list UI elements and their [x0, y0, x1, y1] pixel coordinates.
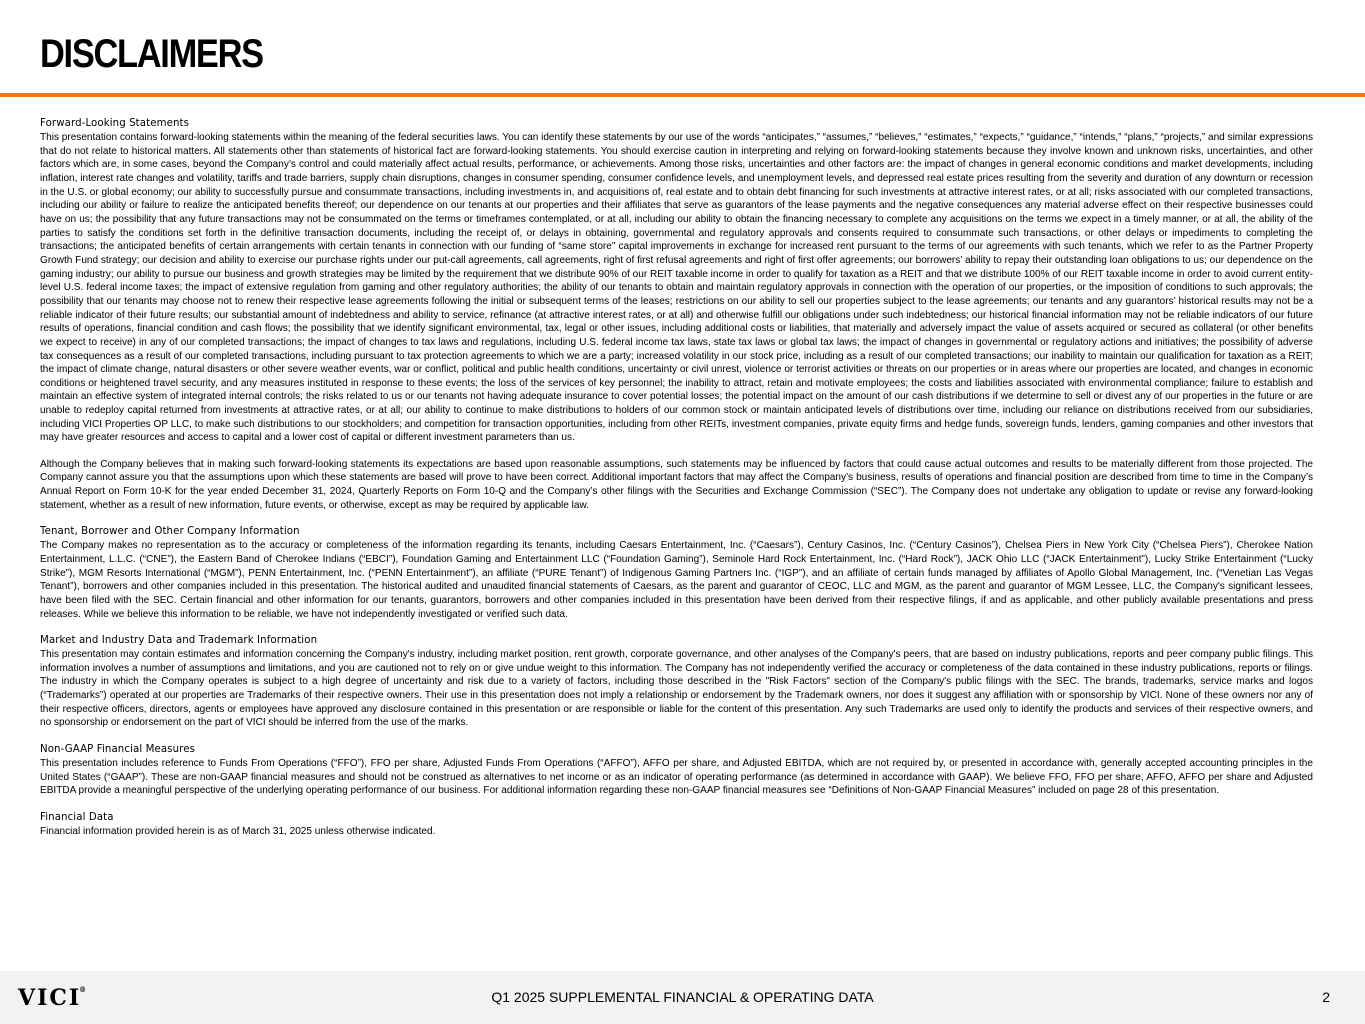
footer-document-title: Q1 2025 SUPPLEMENTAL FINANCIAL & OPERATING DATA: [491, 989, 874, 1005]
section-body: [40, 757, 1313, 798]
section-paragraph: This presentation contains forward-looking statements within the meaning of the federal securities laws. You can identify these statements by our use of the words “anticipates,” “assumes,” “believes,” “estimates,” “expects,” “guidance,” “intends,” “plans,” “projects,” and similar expressions that do not relate to historical matters. All statements other than statements of historical fact are forward-looking statements. You should exercise caution in interpreting and relying on forward-looking statements because they involve known and unknown risks, uncertainties, and other factors which are, in some cases, beyond the Company’s control and could materially affect actual results, performance, or achievements. Among those risks, uncertainties and other factors are: the impact of changes in general economic conditions and market developments, including inflation, interest rate changes and volatility, tariffs and trade barriers, supply chain disruptions, changes in consumer spending, consumer confidence levels, and unemployment levels, and depressed real estate prices resulting from the severity and duration of any downturn or recession in the U.S. or global economy; our ability to successfully pursue and consummate transactions, including investments in, and acquisitions of, real estate and to obtain debt financing for such investments at attractive interest rates, or at all; risks associated with our completed transactions, including our ability or failure to realize the anticipated benefits thereof; our dependence on our tenants at our properties and their affiliates that serve as guarantors of the lease payments and the negative consequences any material adverse effect on their respective businesses could have on us; the possibility that any future transactions may not be consummated on the terms or timeframes contemplated, or at all, including our ability to obtain the financing necessary to complete any acquisitions on the terms we expect in a timely manner, or at all, the ability of the parties to satisfy the conditions set forth in the definitive transaction documents, including the receipt of, or delays in obtaining, governmental and regulatory approvals and consents required to consummate such transactions, or other delays or impediments to completing the transactions; the anticipated benefits of certain arrangements with certain tenants in connection with our funding of “same store” capital improvements in exchange for increased rent pursuant to the terms of our agreements with such tenants, which we refer to as the Partner Property Growth Fund strategy; our decision and ability to exercise our purchase rights under our put-call agreements, call agreements, right of first refusal agreements and right of first offer agreements; our borrowers’ ability to repay their outstanding loan obligations to us; our dependence on the gaming industry; our ability to pursue our business and growth strategies may be limited by the requirement that we distribute 90% of our REIT taxable income in order to qualify for taxation as a REIT and that we distribute 100% of our REIT taxable income in order to avoid current entity-level U.S. federal income taxes; the impact of extensive regulation from gaming and other regulatory authorities; the ability of our tenants to obtain and maintain regulatory approvals in connection with the operation of our properties, or the imposition of conditions to such approvals; the possibility that our tenants may choose not to renew their respective lease agreements following the initial or subsequent terms of the leases; restrictions on our ability to sell our properties subject to the lease agreements; our tenants and any guarantors’ historical results may not be a reliable indicator of their future results; our substantial amount of indebtedness and ability to service, refinance (at attractive interest rates, or at all) and otherwise fulfill our obligations under such indebtedness; our historical financial information may not be reliable indicators of our future results of operations, financial condition and cash flows; the possibility that we identify significant environmental, tax, legal or other issues, including additional costs or liabilities, that materially and adversely impact the value of assets acquired or secured as collateral (or other benefits we expect to receive) in any of our completed transactions; the impact of changes to tax laws and regulations, including U.S. federal income tax laws, state tax laws or global tax laws; the impact of changes in governmental or regulatory actions and initiatives; the possibility of adverse tax consequences as a result of our completed transactions, including pursuant to tax protection agreements to which we are a party; increased volatility in our stock price, including as a result of our completed transactions; our inability to maintain our qualification for taxation as a REIT; the impact of climate change, natural disasters or other severe weather events, war or conflict, political and public health conditions, uncertainty or civil unrest, violence or terrorist activities or threats on our properties or in areas where our properties are located, and changes in economic conditions or heightened travel security, and any measures instituted in response to these events; the loss of the services of key personnel; the inability to attract, retain and motivate employees; the costs and liabilities associated with environmental compliance; failure to establish and maintain an effective system of integrated internal controls; the risks related to us or our tenants not having adequate insurance to cover potential losses; the potential impact on the amount of our cash distributions if we determine to sell or divest any of our properties in the future or are unable to redeploy capital returned from investments at attractive rates, or at all; our ability to continue to make distributions to holders of our common stock or maintain anticipated levels of distributions over time, including our reliance on distributions received from our subsidiaries, including VICI Properties OP LLC, to make such distributions to our stockholders; and competition for transaction opportunities, including from other REITs, investment companies, private equity firms and hedge funds, sovereign funds, lenders, gaming companies and other investors that may have greater resources and access to capital and a lower cost of capital or different investment parameters than us.: [40, 132, 1313, 444]
section-paragraph: This presentation includes reference to Funds From Operations (“FFO”), FFO per share, Adjusted Funds From Operations (“AFFO”), AFFO per share, and Adjusted EBITDA, which are not required by, or presented in accordance with, generally accepted accounting principles in the United States (“GAAP”). These are non-GAAP financial measures and should not be construed as alternatives to net income or as an indicator of operating performance (as determined in accordance with GAAP). We believe FFO, FFO per share, AFFO, AFFO per share and Adjusted EBITDA provide a meaningful perspective of the underlying operating performance of our business. For additional information regarding these non-GAAP financial measures see “Definitions of Non-GAAP Financial Measures” included on page 28 of this presentation.: [40, 758, 1313, 797]
section-heading: Forward-Looking Statements: [40, 118, 190, 129]
registered-mark: ®: [79, 985, 89, 994]
section-non-gaap-measures: [40, 742, 1313, 798]
section-market-industry-data: [40, 633, 1313, 730]
section-paragraph: The Company makes no representation as to the accuracy or completeness of the information regarding its tenants, including Caesars Entertainment, Inc. (“Caesars”), Century Casinos, Inc. (“Century Casinos”), Chelsea Piers in New York City (“Chelsea Piers”), Cherokee Nation Entertainment, L.L.C. (“CNE”), the Eastern Band of Cherokee Indians (“EBCI”), Foundation Gaming and Entertainment LLC (“Foundation Gaming”), Seminole Hard Rock Entertainment, Inc. (“Hard Rock”), JACK Ohio LLC (“JACK Entertainment”), Lucky Strike Entertainment (“Lucky Strike”), MGM Resorts International (“MGM”), PENN Entertainment, Inc. (“PENN Entertainment”), an affiliate (“PURE Tenant”) of Indigenous Gaming Partners Inc. (“IGP”), and an affiliate of certain funds managed by affiliates of Apollo Global Management, Inc. (“Venetian Las Vegas Tenant”), borrowers and other companies included in this presentation. The historical audited and unaudited financial statements of Caesars, as the parent and guarantor of CEOC, LLC and MGM, as the parent and guarantor of MGM Lessee, LLC, the Company's significant lessees, have been filed with the SEC. Certain financial and other information for our tenants, guarantors, borrowers and other companies included in this presentation have been derived from their respective filings, if and as applicable, and other publicly available presentations and press releases. While we believe this information to be reliable, we have not independently investigated or verified such data.: [40, 540, 1313, 620]
section-body: [40, 539, 1313, 621]
section-heading: Non-GAAP Financial Measures: [40, 744, 196, 756]
section-paragraph: This presentation may contain estimates and information concerning the Company's industry, including market position, rent growth, corporate governance, and other analyses of the Company's peers, that are based on industry publications, reports and peer company public filings. This information involves a number of assumptions and limitations, and you are cautioned not to rely on or give undue weight to this information. The Company has not independently verified the accuracy or completeness of the data contained in these industry publications, reports or filings. The industry in which the Company operates is subject to a high degree of uncertainty and risk due to a variety of factors, including those described in the "Risk Factors" section of the Company's public filings with the SEC. The brands, trademarks, service marks and logos (“Trademarks”) operated at our properties are Trademarks of their respective owners. Their use in this presentation does not imply a relationship or endorsement by the Trademark owners, nor does it suggest any affiliation with or sponsorship by VICI. None of these owners nor any of their respective officers, directors, agents or employees have approved any disclosure contained in this presentation or are responsible or liable for the content of this presentation. Any such Trademarks are used only to identify the products and services of their respective owners, and no sponsorship or endorsement on the part of VICI should be inferred from the use of the marks.: [40, 649, 1313, 729]
section-paragraph: Although the Company believes that in making such forward-looking statements its expectations are based upon reasonable assumptions, such statements may be influenced by factors that could cause actual outcomes and results to be materially different from those projected. The Company cannot assure you that the assumptions upon which these statements are based will prove to have been correct. Additional important factors that may affect the Company’s business, results of operations and financial position are described from time to time in the Company’s Annual Report on Form 10-K for the year ended December 31, 2024, Quarterly Reports on Form 10-Q and the Company’s other filings with the Securities and Exchange Commission (“SEC”). The Company does not undertake any obligation to update or revise any forward-looking statement, whether as a result of new information, future events, or otherwise, except as may be required by applicable law.: [40, 458, 1313, 511]
disclaimer-content: [40, 116, 1313, 851]
page-footer: [0, 971, 1365, 1024]
section-forward-looking-statements: [40, 116, 1313, 512]
section-body: [40, 648, 1313, 730]
section-heading: Market and Industry Data and Trademark Information: [40, 635, 318, 647]
section-heading: Financial Data: [40, 812, 114, 824]
section-body: [40, 131, 1313, 512]
section-financial-data: [40, 810, 1313, 839]
title-divider: [0, 93, 1365, 97]
page-title: DISCLAIMERS: [40, 32, 263, 76]
page-number: 2: [1322, 989, 1330, 1005]
section-tenant-borrower-info: [40, 524, 1313, 621]
section-paragraph: Financial information provided herein is as of March 31, 2025 unless otherwise indicated.: [40, 826, 436, 838]
section-heading: Tenant, Borrower and Other Company Information: [40, 526, 300, 538]
logo-text: VICI: [18, 985, 82, 1011]
section-body: [40, 825, 1313, 839]
